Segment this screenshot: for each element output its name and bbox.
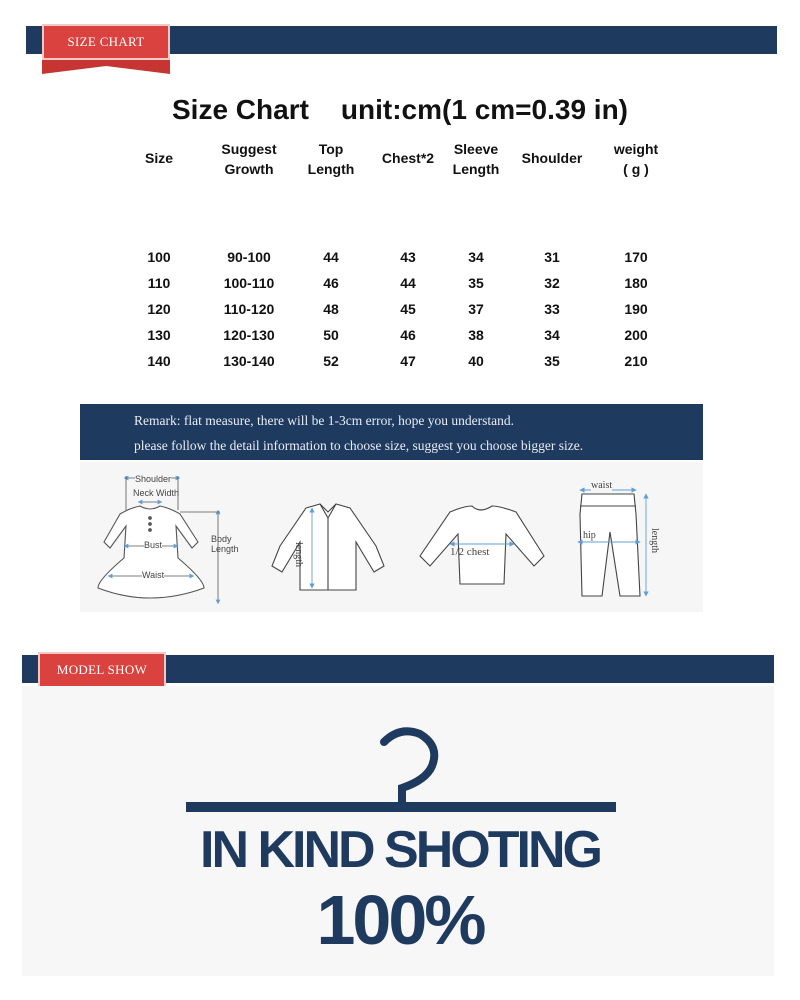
remark-line-2: please follow the detail information to choose size, suggest you choose bigger size.: [134, 438, 584, 453]
label-shoulder: Shoulder: [135, 474, 172, 484]
table-cell: 130-140: [223, 353, 275, 369]
table-cell: 45: [400, 301, 416, 317]
header-weight: weight ( g ): [613, 141, 659, 177]
label-shirt-length: length: [293, 542, 304, 567]
label-waist: Waist: [142, 570, 165, 580]
promo-percentage: 100%: [316, 881, 484, 959]
label-waist-pants: waist: [591, 480, 613, 491]
table-cell: 130: [147, 327, 171, 343]
header-chest: Chest*2: [381, 150, 435, 166]
label-pants-length: length: [649, 528, 660, 553]
header-size: Size: [144, 150, 173, 166]
table-cell: 44: [323, 249, 339, 265]
header-shoulder: Shoulder: [521, 150, 583, 166]
table-cell: 120-130: [223, 327, 275, 343]
table-cell: 50: [323, 327, 339, 343]
label-body-length: Length: [211, 544, 239, 554]
table-cell: 190: [624, 301, 648, 317]
model-show-ribbon-label: MODEL SHOW: [38, 652, 166, 688]
table-cell: 52: [323, 353, 339, 369]
table-cell: 33: [544, 301, 560, 317]
label-bust: Bust: [144, 540, 163, 550]
header-sleeve-length: Sleeve Length: [452, 141, 500, 177]
table-cell: 100: [147, 249, 171, 265]
label-half-chest: 1/2 chest: [450, 546, 490, 558]
table-cell: 140: [147, 353, 171, 369]
table-cell: 210: [624, 353, 648, 369]
table-cell: 47: [400, 353, 416, 369]
header-top-length: Top Length: [307, 141, 355, 177]
table-cell: 35: [468, 275, 484, 291]
table-cell: 46: [323, 275, 339, 291]
table-cell: 35: [544, 353, 560, 369]
table-cell: 40: [468, 353, 484, 369]
label-body: Body: [211, 534, 232, 544]
promo-headline: IN KIND SHOTING: [200, 821, 600, 879]
table-cell: 110-120: [223, 301, 275, 317]
header-suggest-growth: Suggest Growth: [221, 141, 277, 177]
title-main: Size Chart: [171, 94, 309, 125]
table-cell: 37: [468, 301, 484, 317]
remark-line-1: Remark: flat measure, there will be 1-3cm error, hope you understand.: [134, 413, 514, 428]
table-cell: 110: [147, 275, 171, 291]
table-cell: 48: [323, 301, 339, 317]
title-unit: unit:cm(1 cm=0.39 in): [340, 94, 629, 125]
table-cell: 34: [468, 249, 484, 265]
table-cell: 46: [400, 327, 416, 343]
label-neck-width: Neck Width: [133, 488, 180, 498]
table-cell: 90-100: [227, 249, 271, 265]
table-cell: 43: [400, 249, 416, 265]
table-cell: 170: [624, 249, 648, 265]
table-cell: 32: [544, 275, 560, 291]
size-chart-ribbon-label: SIZE CHART: [42, 24, 170, 60]
table-cell: 44: [400, 275, 416, 291]
table-cell: 180: [624, 275, 648, 291]
table-cell: 34: [544, 327, 560, 343]
table-cell: 100-110: [223, 275, 275, 291]
table-cell: 120: [147, 301, 171, 317]
label-hip: hip: [583, 530, 596, 541]
table-cell: 38: [468, 327, 484, 343]
table-cell: 200: [624, 327, 648, 343]
table-cell: 31: [544, 249, 560, 265]
